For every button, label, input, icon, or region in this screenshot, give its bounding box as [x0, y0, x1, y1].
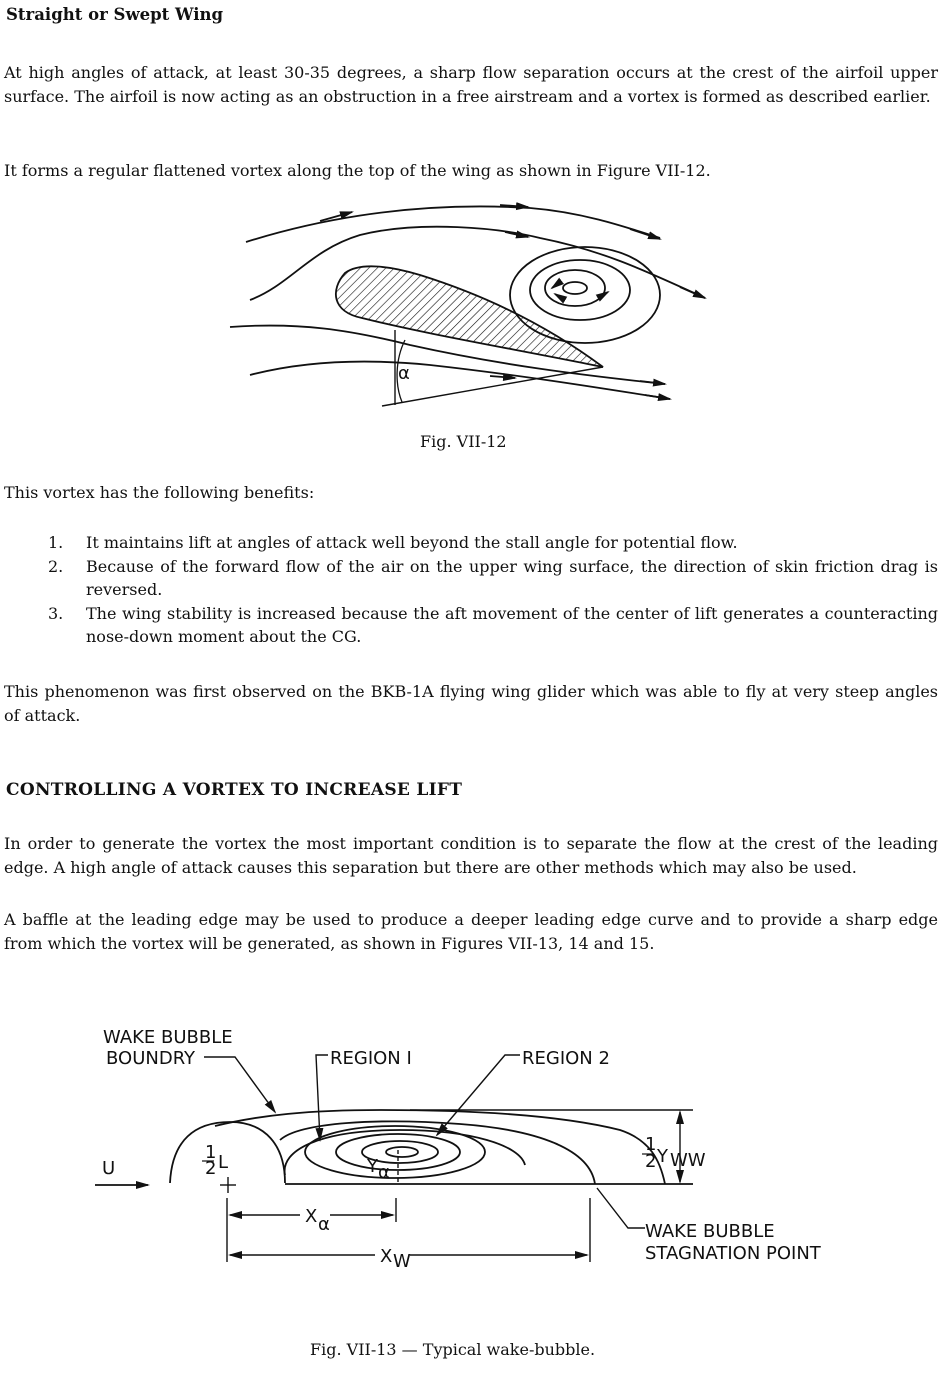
list-item-text: Because of the forward flow of the air on the upper wing surface, the direction of skin friction drag is reversed.	[86, 557, 938, 599]
wake-core	[386, 1147, 418, 1157]
bluff-body	[170, 1122, 285, 1183]
streamline-bottom-2	[250, 362, 670, 399]
list-item-text: It maintains lift at angles of attack well beyond the stall angle for potential flow.	[86, 533, 738, 552]
label-free-stream-u: U	[102, 1158, 116, 1179]
label-yww-subscript: WW	[670, 1150, 706, 1171]
label-wake-bubble-boundary-line2: BOUNDRY	[106, 1048, 196, 1069]
paragraph-flattened-vortex: It forms a regular flattened vortex along the top of the wing as shown in Figure VII-12.	[4, 161, 711, 180]
paragraph-flow-separation: At high angles of attack, at least 30-35 degrees, a sharp flow separation occurs at the crest of the airfoil upper surface. The airfoil is now acting as an obstruction in a free airstream and a vortex is formed as described earlier.	[4, 63, 938, 106]
leader-region-1	[316, 1055, 328, 1140]
leader-wake-boundary	[204, 1057, 275, 1112]
wake-bubble-boundary	[215, 1110, 665, 1184]
wake-contour-5	[362, 1141, 438, 1163]
list-item-number: 3.	[48, 604, 64, 623]
leader-stagnation	[597, 1188, 645, 1228]
airfoil-shape	[336, 266, 603, 367]
label-half-l-denominator: 2	[205, 1158, 217, 1179]
list-item	[48, 602, 938, 648]
list-item-number: 1.	[48, 533, 64, 552]
label-stagnation-line1: WAKE BUBBLE	[645, 1221, 775, 1242]
benefits-list	[48, 531, 938, 649]
arrow-top-1c	[630, 229, 660, 239]
label-wake-bubble-boundary-line1: WAKE BUBBLE	[103, 1027, 233, 1048]
streamline-top-2	[250, 227, 705, 300]
vortex-ring-inner	[545, 270, 605, 306]
label-x-w-subscript: W	[393, 1251, 411, 1272]
label-half-l: L	[218, 1152, 229, 1173]
figure-vii-12-diagram	[0, 0, 945, 460]
paragraph-generate-vortex: In order to generate the vortex the most important condition is to separate the flow at the crest of the leading edge. A high angle of attack causes this separation but there are other methods which may also be used.	[4, 834, 938, 877]
list-item-text: The wing stability is increased because the aft movement of the center of lift generates a counteracting nose-down moment about the CG.	[86, 604, 938, 646]
vortex-core	[563, 282, 587, 294]
wake-contour-4	[336, 1134, 460, 1170]
arrow-top-2b	[680, 287, 705, 298]
label-region-2: REGION 2	[522, 1048, 610, 1069]
label-x-w: X	[380, 1246, 393, 1267]
label-x-alpha: X	[305, 1206, 318, 1227]
label-y-alpha: Y	[367, 1156, 378, 1177]
paragraph-baffle: A baffle at the leading edge may be used to produce a deeper leading edge curve and to provide a sharp edge from which the vortex will be generated, as shown in Figures VII-13, 14 and 15.	[4, 910, 938, 953]
section-heading-controlling-a-vortex: CONTROLLING A VORTEX TO INCREASE LIFT	[6, 780, 463, 800]
wake-contour-3	[305, 1126, 485, 1178]
label-y-alpha-subscript: α	[378, 1162, 390, 1183]
section-heading-straight-or-swept-wing: Straight or Swept Wing	[6, 5, 224, 24]
vortex-ring-outer	[510, 247, 660, 343]
arrow-bottom-2a	[490, 376, 515, 378]
leader-region-2	[437, 1055, 520, 1135]
label-half-yww-denominator: 2	[645, 1151, 657, 1172]
wake-contour-outer	[280, 1121, 595, 1184]
list-item	[48, 531, 938, 554]
streamline-top-1	[246, 206, 660, 242]
wake-contour-2	[285, 1130, 525, 1175]
label-yww: Y	[657, 1146, 668, 1167]
label-region-1: REGION I	[330, 1048, 412, 1069]
paragraph-bkb-1a: This phenomenon was first observed on the BKB-1A flying wing glider which was able to fly at very steep angles of attack.	[4, 682, 938, 725]
list-item	[48, 555, 938, 601]
vortex-arrow-1	[552, 282, 560, 288]
paragraph-benefits-intro: This vortex has the following benefits:	[4, 483, 315, 502]
label-half-l-numerator: 1	[205, 1142, 217, 1163]
label-stagnation-line2: STAGNATION POINT	[645, 1243, 821, 1264]
figure-vii-13-caption: Fig. VII-13 — Typical wake-bubble.	[310, 1340, 596, 1359]
figure-vii-12-caption: Fig. VII-12	[420, 432, 507, 451]
vortex-arrow-3	[555, 294, 565, 300]
arrow-bottom-2b	[645, 395, 670, 399]
list-item-number: 2.	[48, 557, 64, 576]
label-x-alpha-subscript: α	[318, 1214, 330, 1235]
label-half-yww-numerator: 1	[645, 1134, 657, 1155]
alpha-label: α	[398, 363, 410, 384]
